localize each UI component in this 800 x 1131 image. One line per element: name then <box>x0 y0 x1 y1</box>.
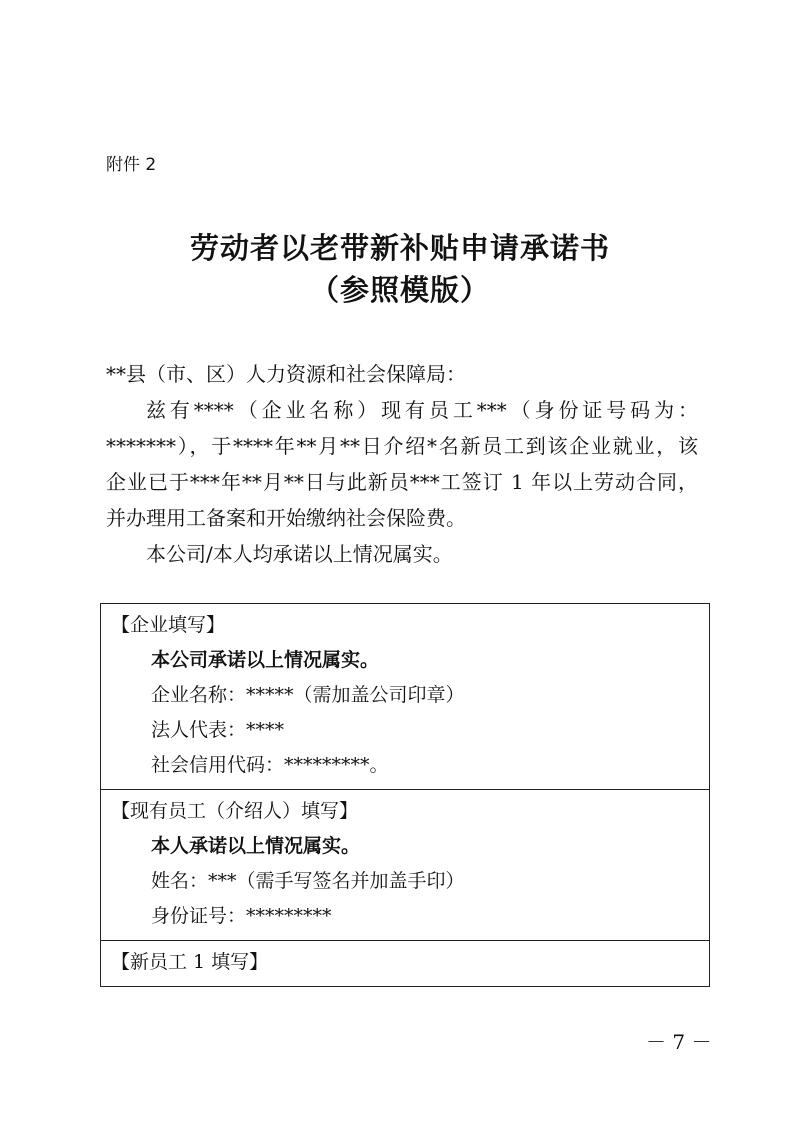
enterprise-section <box>101 604 709 790</box>
new-employee-header: 【新员工 1 填写】 <box>111 951 269 973</box>
employee-header: 【现有员工（介绍人）填写】 <box>111 800 359 822</box>
attachment-label: 附件 2 <box>106 155 157 175</box>
paragraph-line-2: *******），于****年**月**日介绍*名新员工到该企业就业，该 <box>106 434 698 458</box>
body-text <box>106 356 698 572</box>
employee-name: 姓名：***（需手写签名并加盖手印） <box>151 870 465 892</box>
enterprise-header: 【企业填写】 <box>111 614 226 636</box>
paragraph-line-1: 兹有****（企业名称）现有员工***（身份证号码为： <box>146 398 698 422</box>
employee-statement: 本人承诺以上情况属实。 <box>151 835 361 857</box>
enterprise-name: 企业名称：*****（需加盖公司印章） <box>151 684 465 706</box>
commitment-table <box>100 603 710 987</box>
enterprise-statement: 本公司承诺以上情况属实。 <box>151 649 380 671</box>
paragraph-line-4: 并办理用工备案和开始缴纳社会保险费。 <box>106 506 466 530</box>
document-subtitle: （参照模版） <box>309 273 490 307</box>
employee-id-number: 身份证号：********* <box>151 905 332 927</box>
document-title: 劳动者以老带新补贴申请承诺书 <box>189 231 610 265</box>
credit-code: 社会信用代码：*********。 <box>151 754 389 776</box>
new-employee-section <box>101 941 709 986</box>
confirmation-line: 本公司/本人均承诺以上情况属实。 <box>146 542 453 566</box>
legal-representative: 法人代表：**** <box>151 719 285 741</box>
paragraph-line-3: 企业已于***年**月**日与此新员***工签订 1 年以上劳动合同， <box>106 470 698 494</box>
employee-section <box>101 790 709 941</box>
page-number: － 7 － <box>646 1030 712 1054</box>
salutation: **县（市、区）人力资源和社会保障局： <box>106 362 466 386</box>
